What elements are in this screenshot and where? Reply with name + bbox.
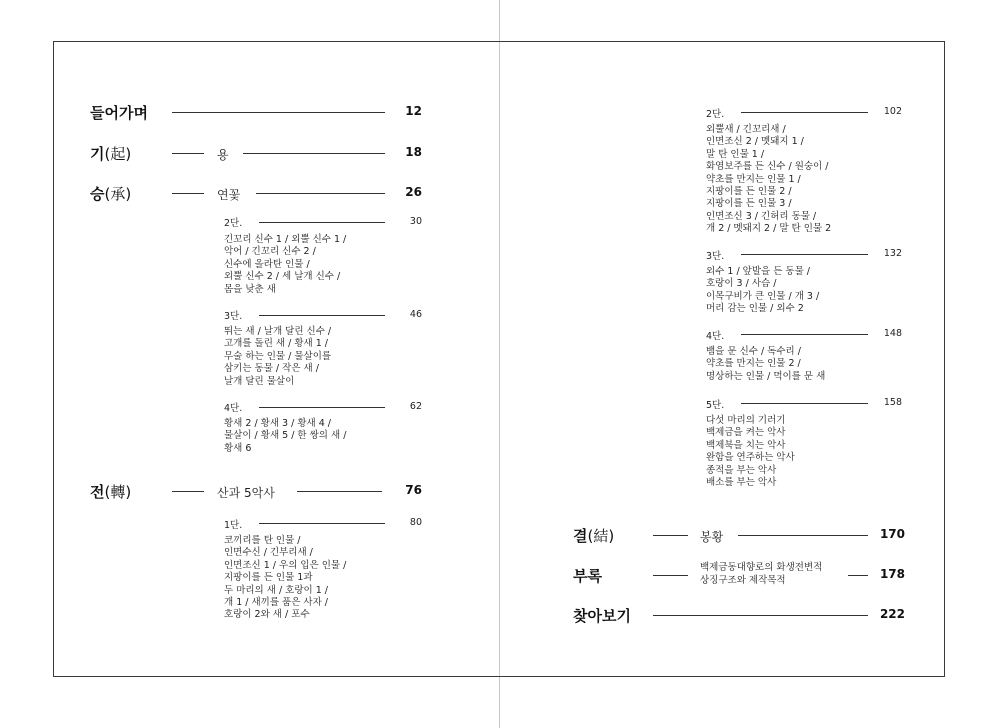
toc-appendix-page[interactable]: 178 [879, 567, 905, 581]
toc-appendix-title[interactable]: 부록 [573, 567, 602, 585]
item-line: 외수 1 / 앞발을 든 동물 / [706, 266, 810, 277]
toc-index-title[interactable]: 찾아보기 [573, 607, 631, 625]
toc-appendix-label [700, 561, 822, 587]
item-line: 호랑이 2와 새 / 포수 [224, 609, 310, 621]
item-line: 악어 / 긴꼬리 신수 2 / [224, 246, 316, 258]
stage-label: 1단. [224, 520, 243, 531]
item-line: 화염보주를 든 신수 / 원숭이 / [706, 161, 829, 173]
toc-intro-title[interactable]: 들어가며 [90, 104, 148, 122]
stage-label: 2단. [706, 109, 725, 120]
toc-seung-label: 연꽃 [217, 188, 241, 202]
appendix-line: 백제금동대향로의 화생전변적 [700, 562, 823, 573]
stage-page[interactable]: 158 [883, 397, 902, 408]
leader-line [259, 523, 385, 524]
leader-line [653, 615, 868, 616]
stage-page[interactable]: 80 [409, 517, 422, 528]
leader-line [741, 254, 868, 255]
stage-items [706, 124, 831, 236]
toc-seung-page[interactable]: 26 [405, 185, 422, 199]
item-line: 날개 달린 물살이 [224, 375, 295, 387]
item-line: 황새 6 [224, 442, 252, 454]
item-line: 코끼리를 탄 인물 / [224, 535, 301, 546]
leader-line [259, 315, 385, 316]
item-line: 긴꼬리 신수 1 / 외뿔 신수 1 / [224, 234, 347, 245]
item-line: 호랑이 3 / 사슴 / [706, 278, 777, 290]
stage-items [224, 326, 331, 388]
stage-page[interactable]: 62 [409, 401, 422, 412]
item-line: 개 1 / 새끼를 품은 사자 / [224, 596, 328, 608]
item-line: 물살이 / 황새 5 / 한 쌍의 새 / [224, 430, 347, 442]
item-line: 지팡이를 든 인물 3 / [706, 198, 792, 210]
stage-page[interactable]: 30 [409, 216, 422, 227]
stage-items [224, 418, 346, 455]
item-line: 배소를 부는 악사 [706, 476, 777, 488]
leader-line [172, 193, 204, 194]
leader-line [653, 575, 688, 576]
item-line: 몸을 낮춘 새 [224, 283, 276, 295]
item-line: 명상하는 인물 / 먹이를 문 새 [706, 370, 826, 382]
leader-line [172, 153, 204, 154]
item-line: 백제북을 치는 악사 [706, 439, 786, 451]
item-line: 이목구비가 큰 인물 / 개 3 / [706, 290, 820, 302]
item-line: 두 마리의 새 / 호랑이 1 / [224, 584, 328, 596]
leader-line [741, 334, 868, 335]
stage-items [224, 234, 346, 296]
leader-line [259, 407, 385, 408]
leader-line [741, 403, 868, 404]
leader-line [259, 222, 385, 223]
item-line: 약초를 만지는 인물 1 / [706, 173, 801, 185]
item-line: 종적을 부는 악사 [706, 464, 777, 476]
stage-items [224, 535, 346, 622]
leader-line [256, 193, 385, 194]
stage-page[interactable]: 148 [883, 328, 902, 339]
stage-label: 4단. [706, 331, 725, 342]
leader-line [172, 491, 204, 492]
toc-gi-title[interactable]: 기(起) [90, 145, 132, 163]
stage-page[interactable]: 46 [409, 309, 422, 320]
stage-page[interactable]: 102 [883, 106, 902, 117]
item-line: 개 2 / 멧돼지 2 / 말 탄 인물 2 [706, 223, 832, 235]
item-line: 인면조신 1 / 우의 입은 인물 / [224, 559, 347, 571]
toc-seung-title[interactable]: 승(承) [90, 185, 132, 203]
toc-gyeol-page[interactable]: 170 [879, 527, 905, 541]
item-line: 인면조신 3 / 긴허리 동물 / [706, 210, 817, 222]
item-line: 백제금을 켜는 악사 [706, 427, 786, 439]
item-line: 머리 감는 인물 / 외수 2 [706, 303, 804, 315]
toc-jeon-title[interactable]: 전(轉) [90, 483, 132, 501]
stage-label: 4단. [224, 403, 243, 414]
stage-items [706, 415, 795, 489]
toc-intro-page[interactable]: 12 [405, 104, 422, 118]
toc-gyeol-title[interactable]: 결(結) [573, 527, 615, 545]
item-line: 지팡이를 든 인물 1과 [224, 572, 313, 584]
appendix-line: 상징구조와 제작목적 [700, 575, 786, 586]
leader-line [297, 491, 382, 492]
item-line: 외뿔새 / 긴꼬리새 / [706, 124, 786, 135]
stage-page[interactable]: 132 [883, 248, 902, 259]
toc-gyeol-label: 봉황 [700, 530, 724, 544]
stage-label: 3단. [224, 311, 243, 322]
item-line: 뛰는 새 / 날개 달린 신수 / [224, 326, 332, 337]
item-line: 인면조신 2 / 멧돼지 1 / [706, 136, 804, 148]
item-line: 인면수신 / 긴부리새 / [224, 547, 313, 559]
item-line: 지팡이를 든 인물 2 / [706, 185, 792, 197]
leader-line [653, 535, 688, 536]
toc-jeon-page[interactable]: 76 [405, 483, 422, 497]
item-line: 완함을 연주하는 악사 [706, 452, 795, 464]
item-line: 말 탄 인물 1 / [706, 148, 765, 160]
toc-index-page[interactable]: 222 [879, 607, 905, 621]
item-line: 고개를 돌린 새 / 황새 1 / [224, 338, 328, 350]
stage-items [706, 346, 825, 383]
item-line: 무술 하는 인물 / 물살이를 [224, 350, 332, 362]
leader-line [738, 535, 868, 536]
stage-label: 3단. [706, 251, 725, 262]
item-line: 삼키는 동물 / 작은 새 / [224, 363, 319, 375]
leader-line [741, 112, 868, 113]
item-line: 약초를 만지는 인물 2 / [706, 358, 801, 370]
toc-gi-page[interactable]: 18 [405, 145, 422, 159]
stage-label: 2단. [224, 218, 243, 229]
toc-jeon-label: 산과 5악사 [217, 486, 275, 500]
item-line: 신수에 올라탄 인물 / [224, 258, 310, 270]
item-line: 외뿔 신수 2 / 세 날개 신수 / [224, 271, 341, 283]
stage-items [706, 266, 819, 316]
leader-line [243, 153, 385, 154]
stage-label: 5단. [706, 400, 725, 411]
leader-line [172, 112, 385, 113]
toc-gi-label: 용 [217, 148, 229, 162]
item-line: 다섯 마리의 기러기 [706, 415, 786, 426]
item-line: 황새 2 / 황새 3 / 황새 4 / [224, 418, 331, 429]
item-line: 뱀을 문 신수 / 독수리 / [706, 346, 801, 357]
